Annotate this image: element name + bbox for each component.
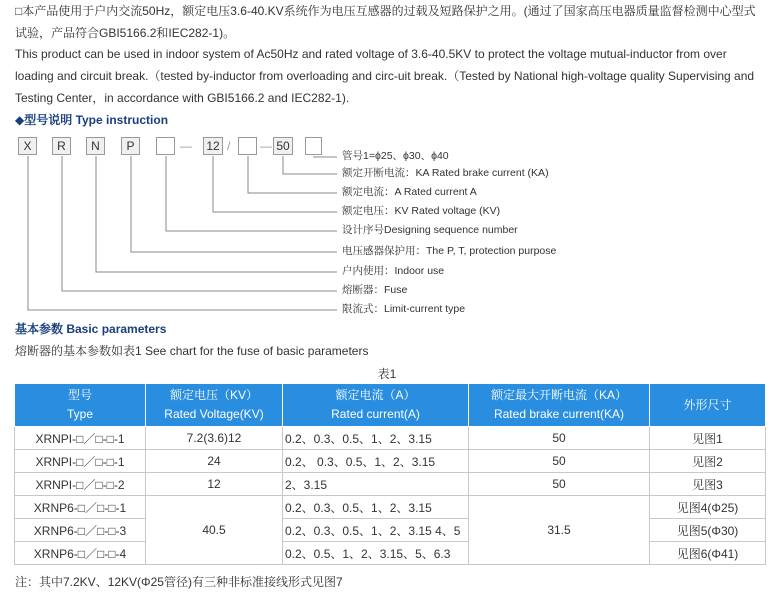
- table-row: XRNP6-□／□-□-1 40.5 0.2、0.3、0.5、1、2、3.15 31.5 见图4(Φ25): [15, 496, 766, 519]
- code-box-r: R: [52, 137, 71, 155]
- legend-indoor-use: 户内使用：Indoor use: [342, 265, 445, 277]
- table-caption: 表1: [377, 367, 397, 381]
- code-box-design-seq: [156, 137, 175, 155]
- diamond-bullet-icon: ◆: [15, 113, 25, 127]
- header-current: 额定电流（A） Rated current(A): [283, 384, 469, 427]
- legend-design-sequence: 设计序号Designing sequence number: [342, 224, 518, 236]
- code-box-n: N: [86, 137, 105, 155]
- type-instruction-title: 型号说明 Type instruction: [24, 113, 169, 127]
- code-box-x: X: [18, 137, 37, 155]
- merged-voltage-cell: 40.5: [146, 496, 283, 565]
- table-row: XRNPI-□／□-□-2 12 2、3.15 50 见图3: [15, 473, 766, 496]
- table-row: XRNPI-□／□-□-1 7.2(3.6)12 0.2、0.3、0.5、1、2、3.15 50 见图1: [15, 427, 766, 450]
- basic-parameters-heading: 基本参数 Basic parameters: [15, 322, 167, 336]
- code-box-p: P: [121, 137, 140, 155]
- basic-parameters-description: 熔断器的基本参数如表1 See chart for the fuse of basic parameters: [15, 344, 369, 358]
- merged-brake-cell: 31.5: [469, 496, 650, 565]
- type-instruction-heading: [15, 111, 168, 128]
- intro-chinese-paragraph: □本产品使用于户内交流50Hz，额定电压3.6-40.KV系统作为电压互感器的过载及短路保护之用。(通过了国家高压电器质量监督检测中心型式试验，产品符合GBI5166.2和IEC282-1)。: [15, 4, 756, 40]
- legend-pt-protection: 电压感器保护用：The P, T, protection purpose: [342, 245, 557, 257]
- code-box-voltage: 12: [203, 137, 223, 155]
- legend-limit-current: 限流式：Limit-current type: [342, 303, 466, 315]
- code-box-brake: 50: [273, 137, 293, 155]
- code-box-current: [238, 137, 257, 155]
- header-size: 外形尺寸: [650, 384, 766, 427]
- header-voltage: 额定电压（KV） Rated Voltage(KV): [146, 384, 283, 427]
- legend-rated-voltage: 额定电压：KV Rated voltage (KV): [342, 205, 501, 217]
- code-box-tube: [305, 137, 322, 155]
- table-row: XRNP6-□／□-□-4 0.2、0.5、1、2、3.15、5、6.3 见图6(Φ41): [15, 542, 766, 565]
- table-row: XRNP6-□／□-□-3 0.2、0.3、0.5、1、2、3.15 4、5 见图5(Φ30): [15, 519, 766, 542]
- intro-english-paragraph: This product can be used in indoor system of Ac50Hz and rated voltage of 3.6-40.5KV to protect the voltage mutual-inductor from over loading and circuit break.（tested by-inductor from overloading and circ-uit break.（Tested by National high-voltage quality Supervising and Testing Center，in accordance with GBI5166.2 and IEC282-1).: [15, 47, 755, 105]
- header-brake-current: 额定最大开断电流（KA） Rated brake current(KA): [469, 384, 650, 427]
- table-header-row: [15, 384, 766, 427]
- basic-parameters-table: [14, 383, 766, 565]
- table-footnote: 注：其中7.2KV、12KV(Φ25管径)有三种非标准接线形式见图7: [15, 575, 343, 589]
- header-type: 型号 Type: [15, 384, 146, 427]
- code-separator-slash: /: [227, 139, 231, 153]
- legend-rated-current: 额定电流：A Rated current A: [342, 186, 477, 198]
- legend-fuse: 熔断器：Fuse: [342, 284, 408, 296]
- code-separator-dash: —: [180, 139, 192, 153]
- table-row: XRNPI-□／□-□-1 24 0.2、 0.3、0.5、1、2、3.15 50 见图2: [15, 450, 766, 473]
- legend-rated-brake-current: 额定开断电流：KA Rated brake current (KA): [342, 167, 549, 179]
- code-separator-dash-2: —: [260, 139, 272, 153]
- legend-tube-number: 管号1=ϕ25、ϕ30、ϕ40: [342, 150, 449, 162]
